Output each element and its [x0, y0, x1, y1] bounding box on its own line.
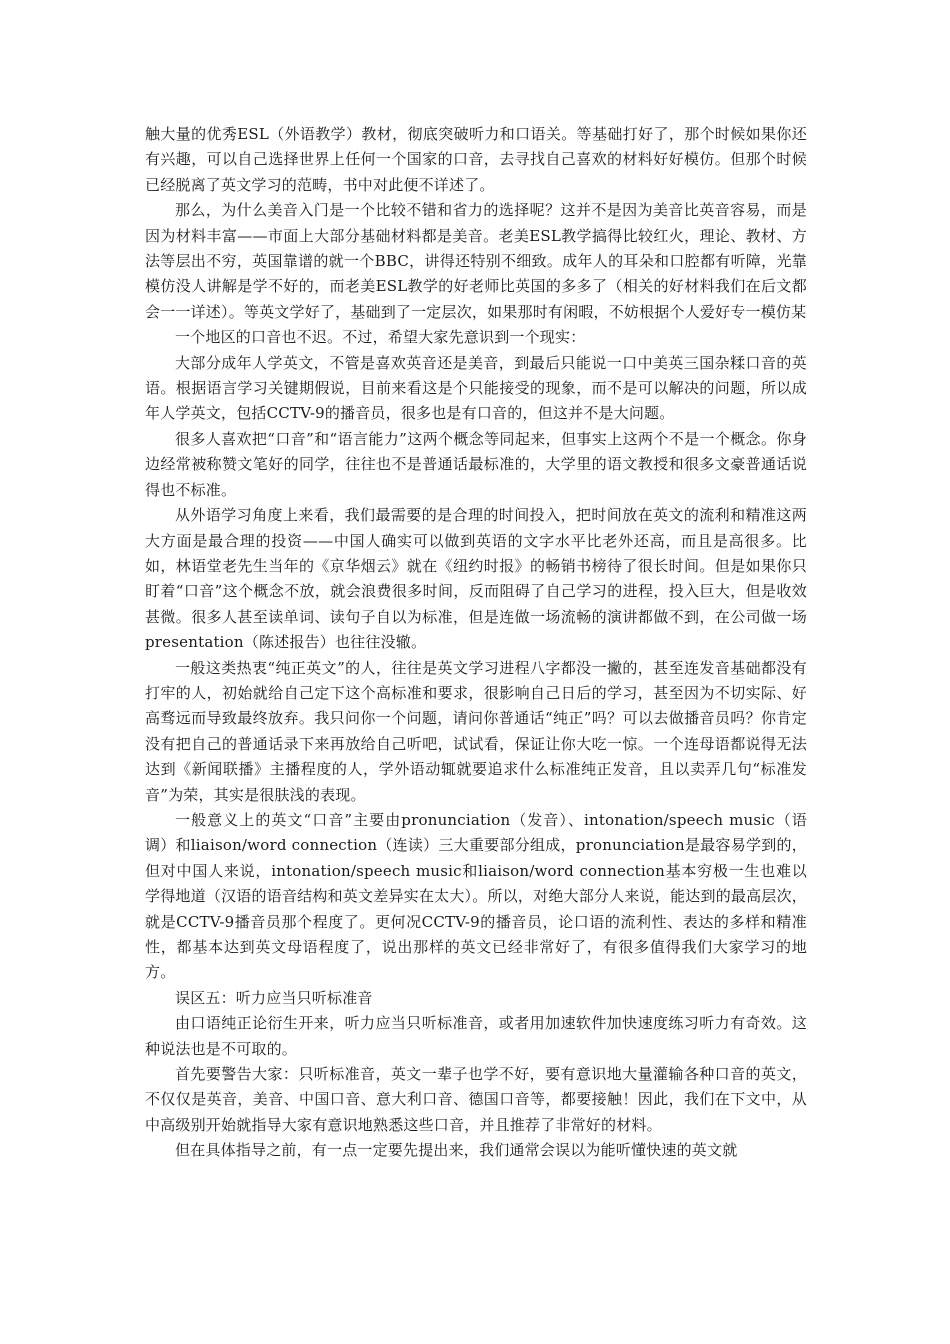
paragraph: 首先要警告大家：只听标准音，英文一辈子也学不好，要有意识地大量灌输各种口音的英文，不仅仅是英音，美音、中国口音、意大利口音、德国口音等，都要接触！因此，我们在下文中，从中高级别开始就指导大家有意识地熟悉这些口音，并且推荐了非常好的材料。 — [145, 1065, 807, 1134]
paragraph: 一般意义上的英文“口音”主要由pronunciation（发音）、intonation/speech music（语调）和liaison/word connection（连读）三大重要部分组成，pronunciation是最容易学到的，但对中国人来说，intonation/speech music和liaison/word connection基本穷极一生也难以学得地道（汉语的语音结构和英文差异实在太大）。所以，对绝大部分人来说，能达到的最高层次，就是CCTV-9播音员那个程度了。更何况CCTV-9的播音员，论口语的流利性、表达的多样和精准性，都基本达到英文母语程度了，说出那样的英文已经非常好了，有很多值得我们大家学习的地方。 — [145, 810, 807, 982]
paragraph: 由口语纯正论衍生开来，听力应当只听标准音，或者用加速软件加快速度练习听力有奇效。这种说法也是不可取的。 — [145, 1014, 807, 1058]
paragraph: 一般这类热衷“纯正英文”的人，往往是英文学习进程八字都没一撇的，甚至连发音基础都没有打牢的人，初始就给自己定下这个高标准和要求，很影响自己日后的学习，甚至因为不切实际、好高骛远而导致最终放弃。我只问你一个问题，请问你普通话“纯正”吗？可以去做播音员吗？你肯定没有把自己的普通话录下来再放给自己听吧，试试看，保证让你大吃一惊。一个连母语都说得无法达到《新闻联播》主播程度的人，学外语动辄就要追求什么标准纯正发音，且以卖弄几句“标准发音”为荣，其实是很肤浅的表现。 — [145, 658, 807, 804]
paragraph: 那么，为什么美音入门是一个比较不错和省力的选择呢？这并不是因为美音比英音容易，而是因为材料丰富——市面上大部分基础材料都是美音。老美ESL教学搞得比较红火，理论、教材、方法等层出不穷，英国靠谱的就一个BBC，讲得还特别不细致。成年人的耳朵和口腔都有听障，光靠模仿没人讲解是学不好的，而老美ESL教学的好老师比英国的多多了（相关的好材料我们在后文都会一一详述）。等英文学好了，基础到了一定层次，如果那时有闲暇，不妨根据个人爱好专一模仿某 — [145, 201, 807, 321]
paragraph-continued: 触大量的优秀ESL（外语教学）教材，彻底突破听力和口语关。等基础打好了，那个时候如果你还有兴趣，可以自己选择世界上任何一个国家的口音，去寻找自己喜欢的材料好好模仿。但那个时候已经脱离了英文学习的范畴，书中对此便不详述了。 — [145, 125, 807, 194]
paragraph: 从外语学习角度上来看，我们最需要的是合理的时间投入，把时间放在英文的流利和精准这两大方面是最合理的投资——中国人确实可以做到英语的文字水平比老外还高，而且是高很多。比如，林语堂老先生当年的《京华烟云》就在《纽约时报》的畅销书榜待了很长时间。但是如果你只盯着“口音”这个概念不放，就会浪费很多时间，反而阻碍了自己学习的进程，投入巨大，但是收效甚微。很多人甚至读单词、读句子自以为标准，但是连做一场流畅的演讲都做不到，在公司做一场presentation（陈述报告）也往往没辙。 — [145, 506, 807, 652]
section-heading: 误区五：听力应当只听标准音 — [175, 988, 373, 1007]
paragraph: 但在具体指导之前，有一点一定要先提出来，我们通常会误以为能听懂快速的英文就 — [175, 1141, 738, 1160]
paragraph: 大部分成年人学英文，不管是喜欢英音还是美音，到最后只能说一口中美英三国杂糅口音的英语。根据语言学习关键期假说，目前来看这是个只能接受的现象，而不是可以解决的问题，所以成年人学英文，包括CCTV-9的播音员，很多也是有口音的，但这并不是大问题。 — [145, 353, 807, 423]
paragraph: 一个地区的口音也不迟。不过，希望大家先意识到一个现实： — [175, 328, 586, 347]
document-body — [145, 122, 807, 1164]
paragraph: 很多人喜欢把“口音”和“语言能力”这两个概念等同起来，但事实上这两个不是一个概念。你身边经常被称赞文笔好的同学，往往也不是普通话最标准的，大学里的语文教授和很多文豪普通话说得也不标准。 — [145, 429, 807, 499]
